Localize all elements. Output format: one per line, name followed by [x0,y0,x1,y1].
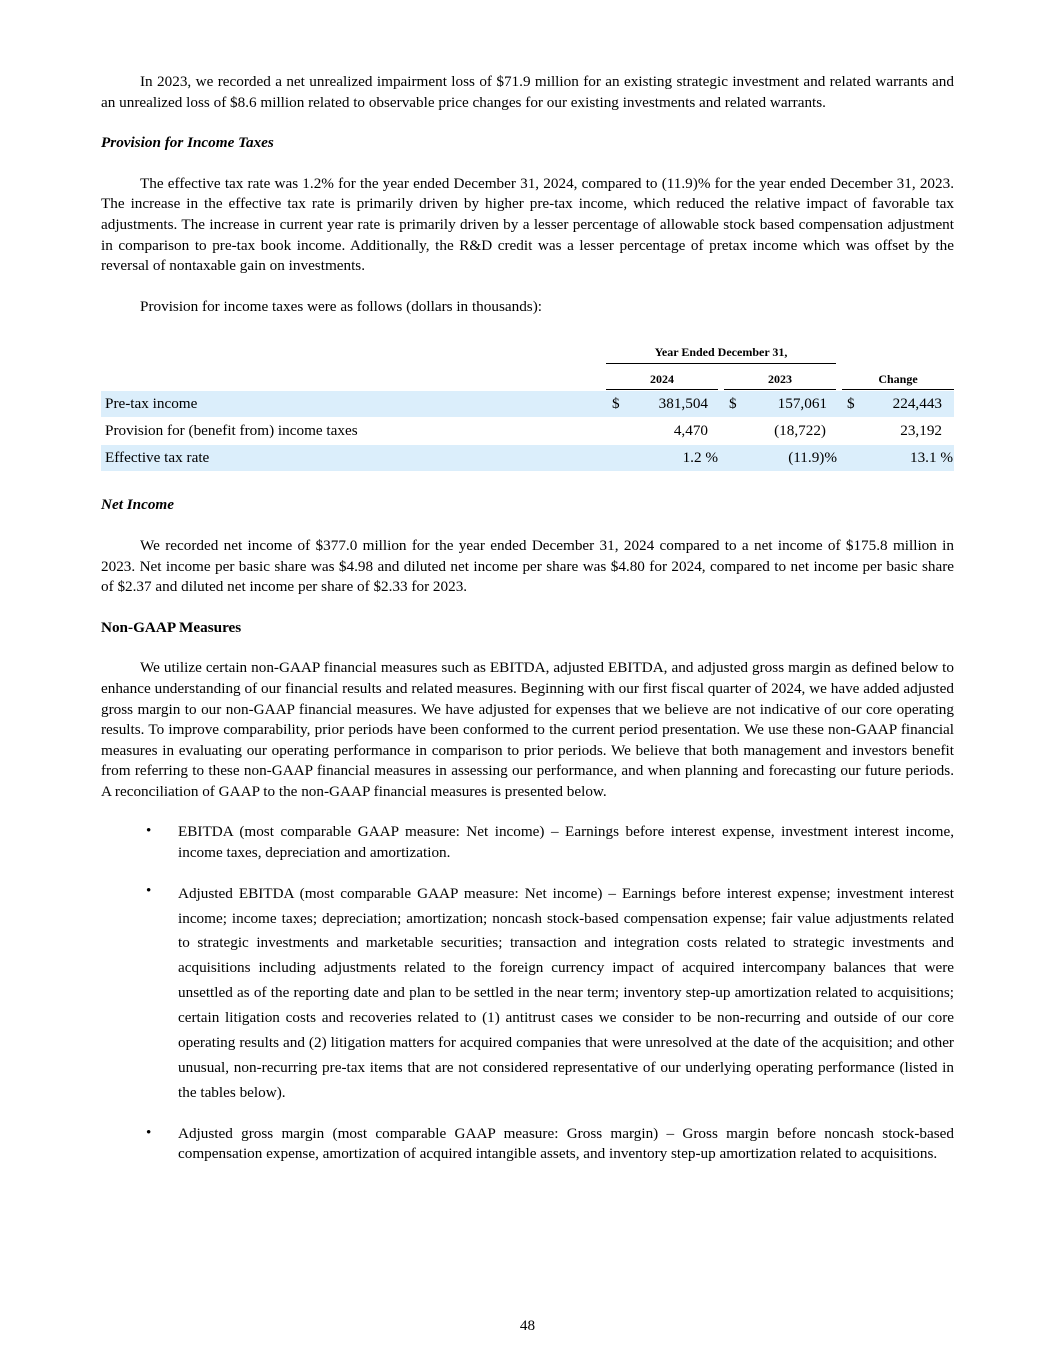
value-2024: 1.2 % [682,449,718,467]
value-change: 224,443 [892,395,942,413]
row-label: Pre-tax income [105,395,198,413]
heading-non-gaap: Non-GAAP Measures [101,618,242,636]
paragraph-non-gaap: We utilize certain non-GAAP financial measures such as EBITDA, adjusted EBITDA, and adjusted gross margin as defined below to enhance understanding of our financial results and related measures. Beginning with our first fiscal quarter of 2024, we have added adjusted gross margin to our non-GAAP financial measures. We have adjusted for expenses that we believe are not indicative of our core operating results. To improve comparability, prior periods have been conformed to the current period presentation. We use these non-GAAP financial measures in evaluating our operating performance in comparison to prior periods. We believe that both management and investors benefit from referring to these non-GAAP financial measures in assessing our performance, and when planning and forecasting our future periods. A reconciliation of GAAP to the non-GAAP financial measures is presented below. [101,659,954,800]
non-gaap-definitions-list [140,822,954,1165]
value-2023: 157,061 [777,395,827,413]
currency-symbol: $ [612,395,620,413]
income-tax-table [101,341,954,473]
bullet-icon: • [146,1123,152,1141]
table-group-header: Year Ended December 31, [654,345,788,360]
bullet-adjusted-ebitda: Adjusted EBITDA (most comparable GAAP measure: Net income) – Earnings before interest expense; investment interest income; income taxes; depreciation; amortization; noncash stock-based compensation expense; fair value adjustments related to strategic investments and marketable securities; transaction and integration costs related to strategic investments and acquisitions including adjustments related to the foreign currency impact of acquired intercompany balances that were unsettled as of the reporting date and plan to be settled in the near term; inventory step-up amortization related to acquisitions; certain litigation costs and recoveries related to (1) antitrust cases we consider to be non-recurring and outside of our core operating results and (2) litigation matters for acquired companies that were unresolved at the date of the acquisition; and other unusual, non-recurring pre-tax items that are not considered representative of our underlying operating performance (listed in the tables below). [178,884,954,1101]
bullet-adjusted-gross-margin: Adjusted gross margin (most comparable GAAP measure: Gross margin) – Gross margin before noncash stock-based compensation expense, amortization of acquired intangible assets, and inventory step-up amortization related to acquisitions. [178,1124,954,1163]
paragraph-effective-tax-rate: The effective tax rate was 1.2% for the year ended December 31, 2024, compared to (11.9)% for the year ended December 31, 2023. The increase in the effective tax rate is primarily driven by higher pre-tax income, which reduced the relative impact of favorable tax adjustments. The increase in current year rate is primarily driven by a lesser percentage of allowable stock based compensation adjustment in comparison to pre-tax book income. Additionally, the R&D credit was a lesser percentage of pretax income which was offset by the reversal of nontaxable gain on investments. [101,174,954,275]
currency-symbol: $ [847,395,855,413]
table-row [101,445,954,471]
heading-provision-income-taxes: Provision for Income Taxes [101,134,274,152]
bullet-icon: • [146,881,152,899]
value-2024: 381,504 [658,395,708,413]
value-change: 23,192 [900,422,942,440]
table-header-2024: 2024 [650,372,674,387]
bullet-icon: • [146,822,152,840]
paragraph-impairment: In 2023, we recorded a net unrealized impairment loss of $71.9 million for an existing strategic investment and related warrants and an unrealized loss of $8.6 million related to observable price changes for our existing investments and related warrants. [101,73,954,111]
currency-symbol: $ [729,395,737,413]
document-page [101,72,954,1165]
value-2023: (18,722) [774,422,826,440]
table-rule-change [842,389,954,390]
value-2024: 4,470 [673,422,708,440]
heading-net-income: Net Income [101,496,174,514]
table-row [101,418,954,444]
bullet-ebitda: EBITDA (most comparable GAAP measure: Net income) – Earnings before interest expense, investment interest income, income taxes, depreciation and amortization. [178,823,954,862]
paragraph-net-income: We recorded net income of $377.0 million for the year ended December 31, 2024 compared to a net income of $175.8 million in 2023. Net income per basic share was $4.98 and diluted net income per share was $4.80 for 2024, compared to net income per basic share of $2.37 and diluted net income per share of $2.33 for 2023. [101,536,954,596]
value-2023: (11.9)% [788,449,837,467]
row-label: Effective tax rate [105,449,210,467]
page-number: 48 [519,1317,536,1334]
table-group-rule [606,363,836,364]
list-item [140,882,954,1106]
table-row [101,391,954,417]
table-header-2023: 2023 [768,372,792,387]
table-header-change: Change [878,372,918,387]
list-item [140,1124,954,1165]
table-rule-2023 [724,389,836,390]
list-item [140,822,954,863]
paragraph-table-intro: Provision for income taxes were as follows (dollars in thousands): [140,297,542,315]
table-rule-2024 [606,389,718,390]
value-change: 13.1 % [909,449,953,467]
row-label: Provision for (benefit from) income taxes [105,422,358,440]
